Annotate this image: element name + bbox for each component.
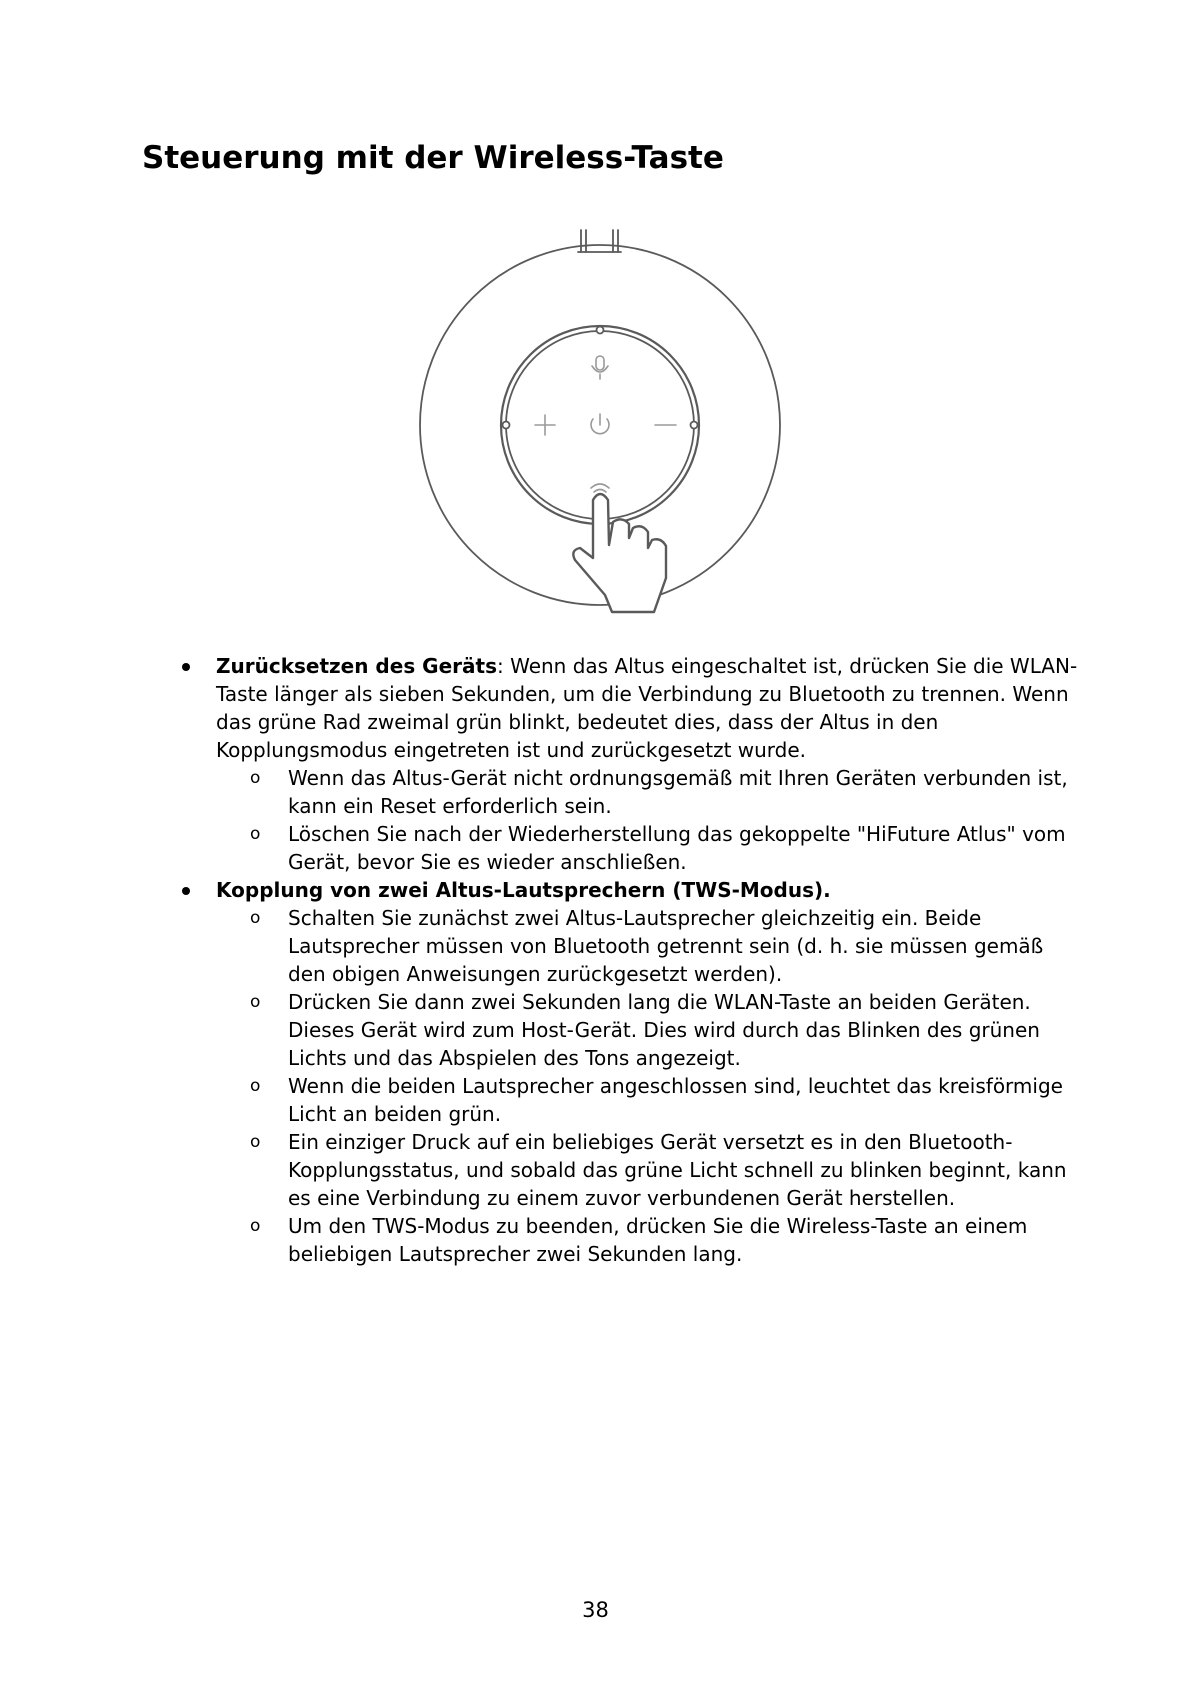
list-item: o Löschen Sie nach der Wiederherstellung das gekoppelte "HiFuture Atlus" vom Gerät, bevor Sie es wieder anschließen. [216,820,1080,876]
list-item: o Drücken Sie dann zwei Sekunden lang die WLAN-Taste an beiden Geräten. Dieses Gerät wird zum Host-Gerät. Dies wird durch das Blinken des grünen Lichts und das Abspielen des Tons angezeigt. [216,988,1080,1072]
list-item: o Schalten Sie zunächst zwei Altus-Lautsprecher gleichzeitig ein. Beide Lautsprecher müssen von Bluetooth getrennt sein (d. h. sie müssen gemäß den obigen Anweisungen zurückgesetzt werden). [216,904,1080,988]
section-text: : Wenn das Altus eingeschaltet ist, drücken Sie die WLAN-Taste länger als sieben Sekunden, um die Verbindung zu Bluetooth zu trennen. Wenn das grüne Rad zweimal grün blinkt, bedeutet dies, dass der Altus in den Kopplungsmodus eingetreten ist und zurückgesetzt wurde. [216,654,1078,762]
list-item: o Ein einziger Druck auf ein beliebiges Gerät versetzt es in den Bluetooth-Kopplungsstatus, und sobald das grüne Licht schnell zu blinken beginnt, kann es eine Verbindung zu einem zuvor verbundenen Gerät herstellen. [216,1128,1080,1212]
list-item: o Wenn die beiden Lautsprecher angeschlossen sind, leuchtet das kreisförmige Licht an beiden grün. [216,1072,1080,1128]
mic-icon [592,356,608,379]
page-number: 38 [582,1598,609,1622]
strap-icon [578,230,621,252]
section-tws [180,876,1080,1268]
plus-icon [535,415,555,435]
section-reset [180,652,1080,876]
page-title: Steuerung mit der Wireless-Taste [142,140,724,176]
speaker-figure [400,220,800,640]
section-heading: Kopplung von zwei Altus-Lautsprechern (TWS-Modus). [216,878,831,902]
list-item: o Um den TWS-Modus zu beenden, drücken Sie die Wireless-Taste an einem beliebigen Lautsprecher zwei Sekunden lang. [216,1212,1080,1268]
wireless-icon [591,484,609,492]
instructions [180,652,1080,1268]
list-item: o Wenn das Altus-Gerät nicht ordnungsgemäß mit Ihren Geräten verbunden ist, kann ein Reset erforderlich sein. [216,764,1080,820]
power-icon [591,414,609,434]
pointing-hand-icon [573,494,666,612]
section-heading: Zurücksetzen des Geräts [216,654,497,678]
